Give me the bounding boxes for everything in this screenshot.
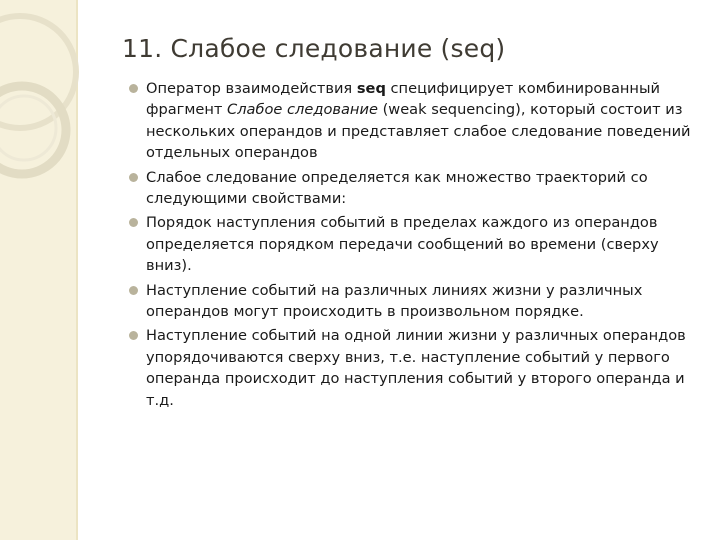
bullet-dot-icon bbox=[129, 218, 138, 227]
bullet-list bbox=[146, 78, 706, 414]
bullet-text: Наступление событий на различных линиях жизни у различных операндов могут происходить в произвольном порядке. bbox=[146, 281, 643, 321]
decorative-rings-icon bbox=[0, 0, 150, 200]
slide-title: 11. Слабое следование (seq) bbox=[122, 34, 506, 63]
bullet-text: Наступление событий на одной линии жизни у различных операндов упорядочиваются сверху вниз, т.е. наступление событий у первого операнда происходит до наступления событий у второго операнда и т.д. bbox=[146, 327, 686, 409]
bullet-item bbox=[146, 78, 706, 164]
bullet-dot-icon bbox=[129, 286, 138, 295]
bullet-text: Слабое следование определяется как множество траекторий со следующими свойствами: bbox=[146, 168, 648, 208]
bullet-dot-icon bbox=[129, 84, 138, 93]
bullet-text-end: (weak sequencing), который состоит из нескольких операндов и представляет слабое следование поведений отдельных операндов bbox=[146, 101, 691, 162]
bullet-item bbox=[146, 212, 706, 276]
bullet-text: Порядок наступления событий в пределах каждого из операндов определяется порядком передачи сообщений во времени (сверху вниз). bbox=[146, 214, 659, 275]
bullet-text-start: Оператор взаимодействия bbox=[146, 80, 357, 97]
bullet-dot-icon bbox=[129, 173, 138, 182]
bullet-item bbox=[146, 167, 706, 210]
term-weak-sequencing: Слабое следование bbox=[227, 101, 378, 119]
bullet-dot-icon bbox=[129, 331, 138, 340]
bullet-item bbox=[146, 280, 706, 323]
bullet-text-middle: специфицирует комбинированный фрагмент bbox=[146, 80, 660, 119]
keyword-seq: seq bbox=[356, 80, 386, 97]
bullet-item bbox=[146, 325, 706, 411]
